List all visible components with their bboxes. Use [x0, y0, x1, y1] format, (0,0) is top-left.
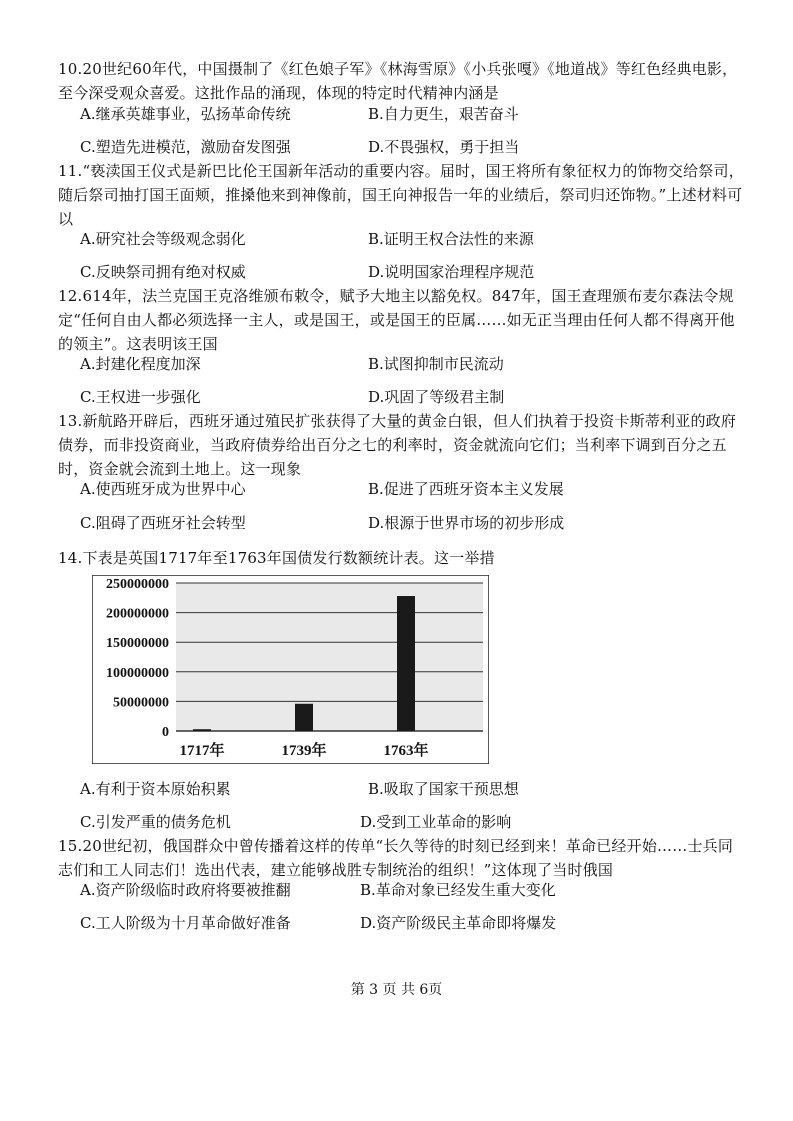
national-debt-chart	[92, 575, 489, 764]
question-10-option-b[interactable]: B.自力更生，艰苦奋斗	[368, 105, 519, 123]
question-15-option-d[interactable]: D.资产阶级民主革命即将爆发	[360, 914, 557, 932]
question-13-option-d[interactable]: D.根源于世界市场的初步形成	[368, 514, 565, 532]
question-15-option-a[interactable]: A.资产阶级临时政府将要被推翻	[80, 881, 291, 899]
question-14-option-d[interactable]: D.受到工业革命的影响	[360, 813, 512, 831]
bar-chart-svg	[92, 575, 489, 764]
question-11-stem: 11.“亵渎国王仪式是新巴比伦王国新年活动的重要内容。届时，国王将所有象征权力的饰物交给祭司，随后祭司抽打国王面颊，推搡他来到神像前，国王向神报告一年的业绩后，祭司归还饰物。”上述材料可以	[58, 162, 744, 228]
question-15-option-b[interactable]: B.革命对象已经发生重大变化	[360, 881, 556, 899]
question-14-option-b[interactable]: B.吸取了国家干预思想	[368, 780, 519, 798]
question-14-stem: 14.下表是英国1717年至1763年国债发行数额统计表。这一举措	[58, 549, 495, 567]
question-10-stem: 10.20世纪60年代，中国摄制了《红色娘子军》《林海雪原》《小兵张嘎》《地道战》等红色经典电影，至今深受观众喜爱。这批作品的涌现，体现的特定时代精神内涵是	[58, 60, 738, 102]
question-12-option-b[interactable]: B.试图抑制市民流动	[368, 355, 504, 373]
question-15-option-c[interactable]: C.工人阶级为十月革命做好准备	[80, 914, 291, 932]
y-tick-label: 250000000	[106, 577, 169, 592]
question-13-option-a[interactable]: A.使西班牙成为世界中心	[80, 480, 246, 498]
question-10-option-d[interactable]: D.不畏强权，勇于担当	[368, 138, 520, 156]
bar	[397, 596, 415, 731]
y-tick-label: 0	[162, 725, 169, 740]
question-14-option-a[interactable]: A.有利于资本原始积累	[80, 780, 231, 798]
question-10-option-c[interactable]: C.塑造先进模范，激励奋发图强	[80, 138, 291, 156]
question-14-option-c[interactable]: C.引发严重的债务危机	[80, 813, 231, 831]
question-15-stem: 15.20世纪初，俄国群众中曾传播着这样的传单“长久等待的时刻已经到来！革命已经开始……士兵同志们和工人同志们！选出代表，建立能够战胜专制统治的组织！”这体现了当时俄国	[58, 837, 734, 879]
question-11-option-d[interactable]: D.说明国家治理程序规范	[368, 263, 535, 281]
question-13-option-b[interactable]: B.促进了西班牙资本主义发展	[368, 480, 564, 498]
x-tick-label: 1763年	[383, 743, 429, 759]
question-11-option-a[interactable]: A.研究社会等级观念弱化	[80, 230, 246, 248]
question-13-option-c[interactable]: C.阻碍了西班牙社会转型	[80, 514, 246, 532]
question-12-stem: 12.614年，法兰克国王克洛维颁布敕令，赋予大地主以豁免权。847年，国王查理颁布麦尔森法令规定“任何自由人都必须选择一主人，或是国王，或是国王的臣属……如无正当理由任何人都不得离开他的领主”。这表明该王国	[58, 287, 735, 353]
question-12-option-a[interactable]: A.封建化程度加深	[80, 355, 201, 373]
bar	[295, 704, 313, 731]
plot-area	[176, 583, 483, 731]
x-tick-label: 1739年	[281, 743, 327, 759]
question-11-option-c[interactable]: C.反映祭司拥有绝对权威	[80, 263, 246, 281]
question-13-stem: 13.新航路开辟后，西班牙通过殖民扩张获得了大量的黄金白银，但人们执着于投资卡斯蒂利亚的政府债券，而非投资商业，当政府债券给出百分之七的利率时，资金就流向它们；当利率下调到百分之五时，资金就会流到土地上。这一现象	[58, 412, 737, 478]
question-12-option-c[interactable]: C.王权进一步强化	[80, 388, 201, 406]
x-tick-label: 1717年	[179, 743, 225, 759]
question-12-option-d[interactable]: D.巩固了等级君主制	[368, 388, 505, 406]
y-tick-label: 150000000	[106, 636, 169, 652]
y-tick-label: 100000000	[106, 665, 169, 681]
question-10-option-a[interactable]: A.继承英雄事业，弘扬革命传统	[80, 105, 291, 123]
bar	[193, 729, 211, 731]
y-tick-label: 50000000	[113, 695, 169, 711]
y-tick-label: 200000000	[106, 606, 169, 622]
page-footer: 第 3 页 共 6页	[350, 982, 443, 998]
question-11-option-b[interactable]: B.证明王权合法性的来源	[368, 230, 534, 248]
